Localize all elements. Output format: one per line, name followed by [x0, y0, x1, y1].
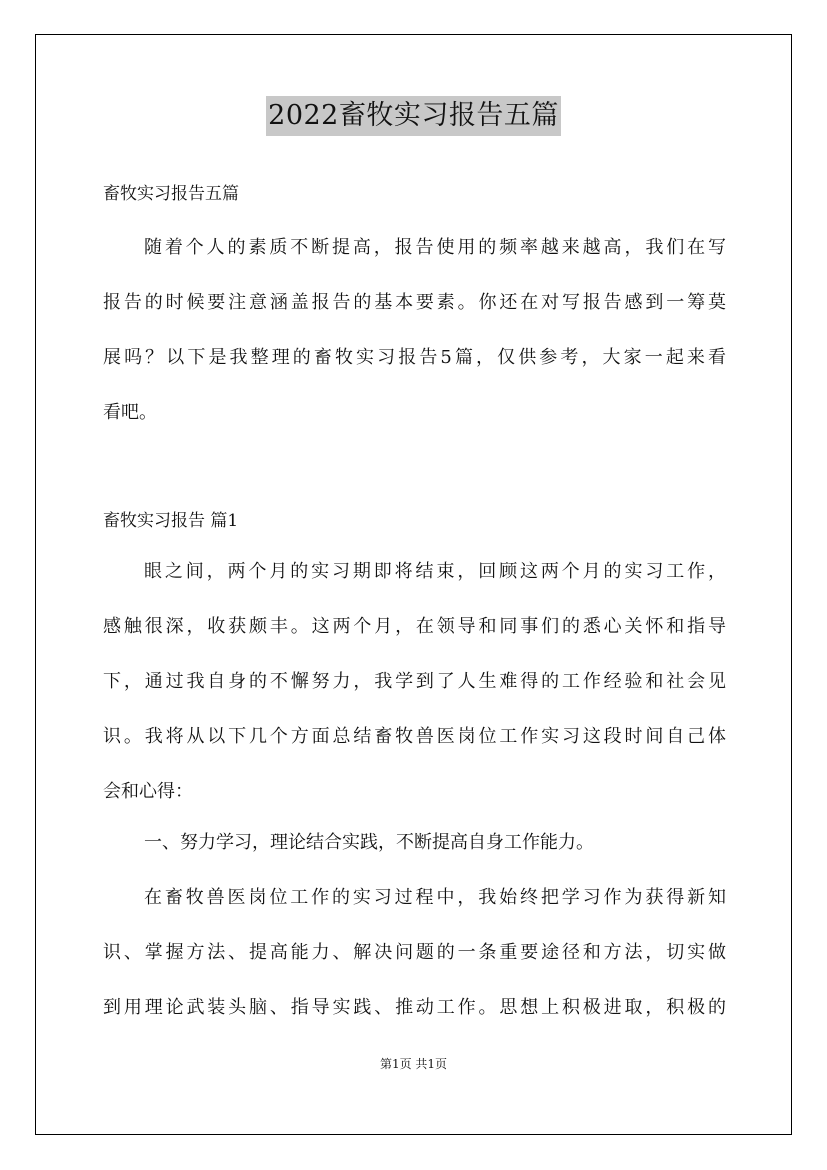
body-line: 感触很深，收获颇丰。这两个月，在领导和同事们的悉心关怀和指导: [103, 616, 726, 637]
body-line: 会和心得：: [103, 781, 193, 802]
point-heading: 一、努力学习，理论结合实践，不断提高自身工作能力。: [144, 832, 594, 853]
document-title-wrap: [0, 96, 827, 136]
body-line: 下，通过我自身的不懈努力，我学到了人生难得的工作经验和社会见: [103, 671, 726, 692]
body-line: 识、掌握方法、提高能力、解决问题的一条重要途径和方法，切实做: [103, 942, 726, 963]
page-footer: 第1页 共1页: [379, 1057, 448, 1071]
document-title: 2022畜牧实习报告五篇: [266, 96, 561, 136]
intro-line: 随着个人的素质不断提高，报告使用的频率越来越高，我们在写: [144, 237, 726, 258]
body-line: 识。我将从以下几个方面总结畜牧兽医岗位工作实习这段时间自己体: [103, 726, 726, 747]
subtitle: 畜牧实习报告五篇: [103, 184, 239, 204]
intro-line: 报告的时候要注意涵盖报告的基本要素。你还在对写报告感到一筹莫: [103, 292, 726, 313]
intro-line: 看吧。: [103, 402, 157, 423]
body-line: 在畜牧兽医岗位工作的实习过程中，我始终把学习作为获得新知: [144, 887, 726, 908]
body-line: 眼之间，两个月的实习期即将结束，回顾这两个月的实习工作，: [144, 561, 726, 582]
section-heading: 畜牧实习报告 篇1: [103, 511, 239, 531]
intro-line: 展吗？以下是我整理的畜牧实习报告5篇，仅供参考，大家一起来看: [103, 347, 726, 368]
body-line: 到用理论武装头脑、指导实践、推动工作。思想上积极进取，积极的: [103, 997, 726, 1018]
